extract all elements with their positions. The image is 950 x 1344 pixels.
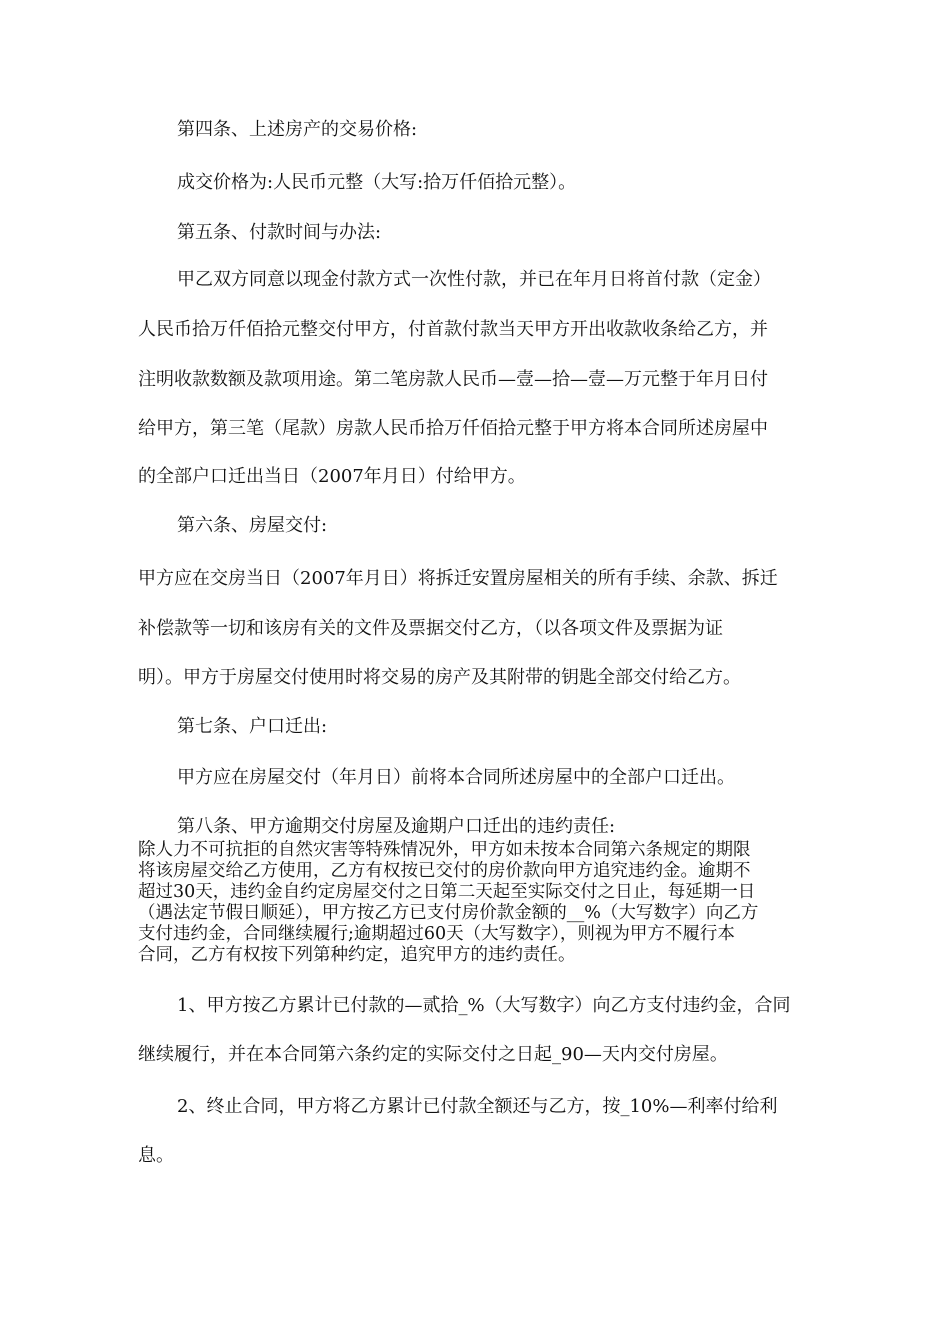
clause-2-line: 2、终止合同，甲方将乙方累计已付款全额还与乙方，按_10%—利率付给利 — [177, 1096, 778, 1117]
article-6-paragraph-line: 明）。甲方于房屋交付使用时将交易的房产及其附带的钥匙全部交付给乙方。 — [138, 667, 741, 688]
article-6-paragraph-line: 补偿款等一切和该房有关的文件及票据交付乙方，（以各项文件及票据为证 — [138, 618, 723, 639]
article-7-paragraph: 甲方应在房屋交付（年月日）前将本合同所述房屋中的全部户口迁出。 — [177, 767, 735, 788]
article-8-paragraph-line: （遇法定节假日顺延），甲方按乙方已支付房价款金额的__%（大写数字）向乙方 — [138, 903, 759, 923]
article-8-paragraph-line: 除人力不可抗拒的自然灾害等特殊情况外，甲方如未按本合同第六条规定的期限 — [138, 840, 751, 860]
article-5-paragraph-line: 甲乙双方同意以现金付款方式一次性付款，并已在年月日将首付款（定金） — [177, 269, 771, 290]
article-5-paragraph-line: 人民币拾万仟佰拾元整交付甲方，付首款付款当天甲方开出收款收条给乙方，并 — [138, 319, 768, 340]
clause-1-line: 1、甲方按乙方累计已付款的—贰拾_%（大写数字）向乙方支付违约金，合同 — [177, 995, 791, 1016]
article-5-heading: 第五条、付款时间与办法: — [177, 222, 382, 243]
clause-1-line: 继续履行，并在本合同第六条约定的实际交付之日起_90—天内交付房屋。 — [138, 1044, 728, 1065]
article-8-heading: 第八条、甲方逾期交付房屋及逾期户口迁出的违约责任: — [177, 816, 616, 837]
article-5-paragraph-line: 的全部户口迁出当日（2007年月日）付给甲方。 — [138, 466, 526, 487]
article-6-heading: 第六条、房屋交付: — [177, 515, 328, 536]
article-5-paragraph-line: 给甲方，第三笔（尾款）房款人民币拾万仟佰拾元整于甲方将本合同所述房屋中 — [138, 418, 768, 439]
article-8-paragraph-line: 超过30天，违约金自约定房屋交付之日第二天起至实际交付之日止，每延期一日 — [138, 882, 756, 902]
article-4-heading: 第四条、上述房产的交易价格: — [177, 119, 418, 140]
transaction-price-text: 成交价格为:人民币元整（大写:拾万仟佰拾元整）。 — [177, 172, 577, 193]
article-5-paragraph-line: 注明收款数额及款项用途。第二笔房款人民币—壹—拾—壹—万元整于年月日付 — [138, 369, 768, 390]
article-8-paragraph-line: 支付违约金，合同继续履行;逾期超过60天（大写数字），则视为甲方不履行本 — [138, 924, 735, 944]
article-8-paragraph-line: 合同，乙方有权按下列第种约定，追究甲方的违约责任。 — [138, 945, 576, 965]
article-8-paragraph-line: 将该房屋交给乙方使用，乙方有权按已交付的房价款向甲方追究违约金。逾期不 — [138, 861, 751, 881]
article-7-heading: 第七条、户口迁出: — [177, 716, 328, 737]
clause-2-line: 息。 — [138, 1145, 174, 1166]
article-6-paragraph-line: 甲方应在交房当日（2007年月日）将拆迁安置房屋相关的所有手续、余款、拆迁 — [138, 568, 778, 589]
